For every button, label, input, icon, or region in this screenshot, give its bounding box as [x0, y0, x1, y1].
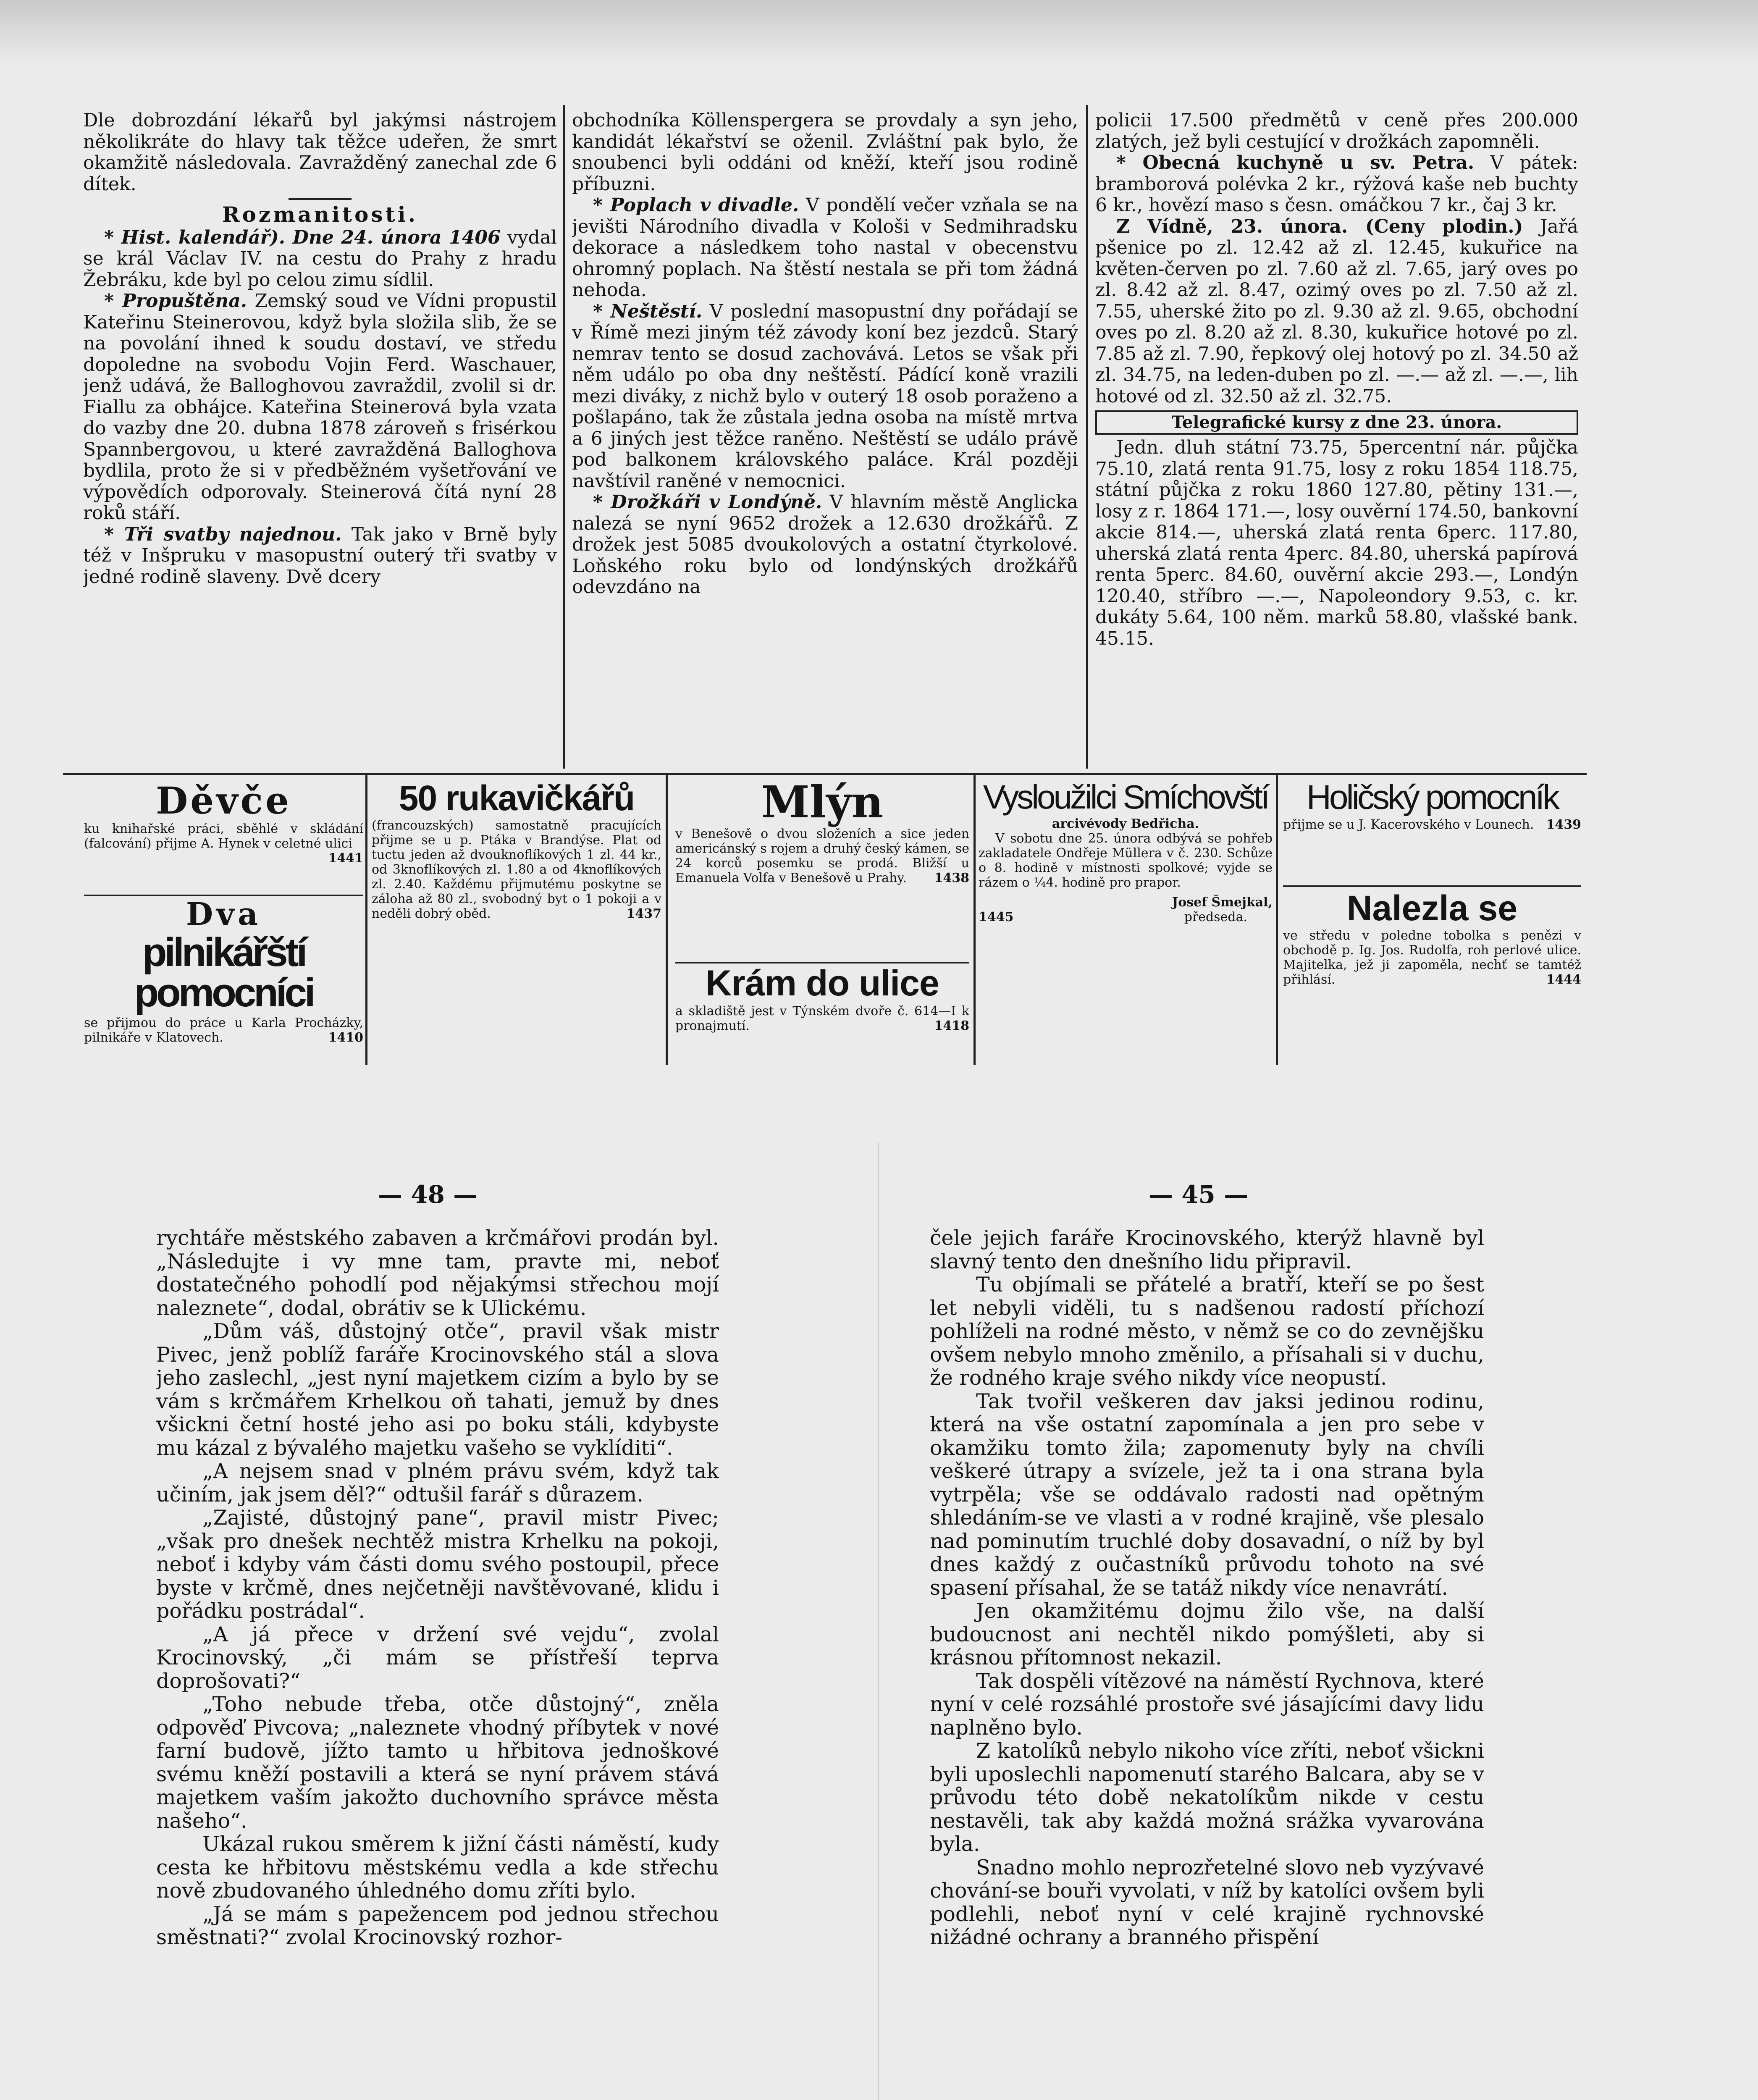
book-paragraph: „Já se mám s papežencem pod jednou střechou směstnati?“ zvolal Krocinovský rozhor-: [156, 1902, 719, 1949]
news-item: [83, 524, 557, 588]
ad-divider: [675, 962, 969, 963]
news-item: [1095, 152, 1578, 216]
book-paragraph: Tak dospěli vítězové na náměstí Rychnova, které nyní v celé rozsáhlé prostoře své jásajícími davy lidu naplněno bylo.: [930, 1669, 1484, 1740]
column-divider: [563, 105, 565, 769]
ad-body: v Benešově o dvou složeních a sice jeden americánský s rojem a druhý český kámen, se 24 korců posemku se prodá. Bližší u Emanuela Volfa v Benešově u Prahy.: [675, 827, 969, 885]
ad-body: přijme se u J. Kacerovského v Lounech.: [1283, 817, 1534, 832]
book-paragraph: Snadno mohlo neprozřetelné slovo neb vyzývavé chování-se bouři vyvolati, v níž by katolíci ovšem byli podlehli, neboť nyní v celé krajině rychnovské nižádné ochrany a branného přispění: [930, 1855, 1484, 1949]
news-item-label: * Tři svatby najednou.: [104, 523, 342, 545]
ad-vyslouzilci: [979, 780, 1273, 1062]
ad-number: 1438: [934, 871, 969, 885]
ad-signer: Josef Šmejkal,: [1172, 895, 1273, 910]
book-paragraph: Tak tvořil veškeren dav jaksi jedinou rodinu, která na vše ostatní zapomínala a jen pro sebe v okamžiku tomto žila; zapomenuty byly na chvíli veškeré útrapy a svízele, jež ta i ona strana byla vytrpěla; vše se oddávalo radosti nad opětným shledáním-se ve vlasti a v rodné krajině, vše plesalo nad pominutím truchlé doby dosavadní, o níž by byl dnes každý z oučastníků průvodu tohoto na své spasení přísahal, že se tatáž nikdy více nenavrátí.: [930, 1389, 1484, 1600]
section-heading: Telegrafické kursy z dne 23. února.: [1095, 410, 1578, 435]
book-paragraph: „Zajisté, důstojný pane“, pravil mistr Pivec; „však pro dnešek nechtěž mistra Krhelku na pokoji, neboť i kdyby vám části domu svého postoupil, přece byste v krčmě, dnes nejčetněji navštěvované, klidu i pořádku postrádal“.: [156, 1506, 719, 1623]
book-gutter: [878, 1142, 879, 2100]
news-item-label: * Hist. kalendář). Dne 24. února 1406: [104, 226, 501, 248]
book-paragraph: Jen okamžitému dojmu žilo vše, na další budoucnost ani nechtěl nikdo pomýšleti, aby si krásnou přítomnost nekazil.: [930, 1599, 1484, 1670]
ad-text: [84, 822, 363, 866]
ad-text: V sobotu dne 25. února odbývá se pohřeb zakladatele Ondřeje Müllera v č. 230. Schůze o 8. hodině v místnosti spolkové; vyjde se rázem o ¼4. hodině pro prapor.: [979, 831, 1273, 890]
ad-dva-pomocnici: [84, 899, 363, 1058]
ads-divider: [666, 775, 668, 1065]
ad-body: a skladiště jest v Týnském dvoře č. 614—I k pronajmutí.: [675, 1004, 969, 1033]
news-column-3: [1095, 110, 1578, 764]
ad-title: Mlýn: [761, 780, 884, 828]
ad-divider: [1283, 885, 1581, 887]
news-item-label: * Poplach v divadle.: [593, 194, 799, 216]
book-paragraph: Z katolíků nebylo nikoho více zříti, neboť všickni byli uposlechli napomenutí starého Balcara, aby se v průvodu této době nekatolíkům nikde v cestu nestavěli, tak aby každá možná srážka vyvarována byla.: [930, 1739, 1484, 1856]
ad-text: [675, 1004, 969, 1033]
book-paragraph: rychtáře městského zabaven a krčmářovi prodán byl. „Následujte i vy mne tam, pravte mi, neboť dostatečného pohodlí pod nějakýmsi střechou mojí naleznete“, dodal, obrátiv se k Ulickému.: [156, 1226, 719, 1320]
ads-divider: [365, 775, 367, 1065]
book-paragraph: čele jejich faráře Krocinovského, kterýž hlavně byl slavný tento den dnešního lidu připravil.: [930, 1226, 1484, 1273]
news-column-1: [83, 110, 557, 764]
book-page-left: [156, 1226, 719, 2100]
ad-body: se přijmou do práce u Karla Procházky, pilnikáře v Klatovech.: [84, 1016, 363, 1045]
ads-divider: [1276, 775, 1278, 1065]
ads-divider: [973, 775, 976, 1065]
section-heading: Rozmanitosti.: [222, 202, 418, 227]
ad-number: 1439: [1546, 817, 1581, 832]
news-item: [572, 195, 1078, 301]
ad-number: 1441: [328, 851, 363, 866]
book-paragraph: Ukázal rukou směrem k jižní části náměstí, kudy cesta ke hřbitovu městskému vedla a kde střechu nově zbudovaného úhledného domu zříti bylo.: [156, 1832, 719, 1903]
news-paragraph: Jedn. dluh státní 73.75, 5percentní nár. půjčka 75.10, zlatá renta 91.75, losy z roku 1854 118.75, státní půjčka z roku 1860 127.80, pětiny 131.—, losy z r. 1864 171.—, losy ouvěrní 174.50, bankovní akcie 814.—, uherská zlatá renta 6perc. 117.80, uherská zlatá renta 4perc. 84.80, uherská papírová renta 5perc. 84.60, ouvěrní akcie 293.—, Londýn 120.40, stříbro —.—, Napoleondory 9.53, c. kr. dukáty 5.64, 100 něm. marků 58.80, vlašské bank. 45.15.: [1095, 437, 1578, 649]
news-item-text: V pondělí večer vzňala se na jevišti Národního divadla v Kološi v Sedmihradsku dekorace a následkem toho nastal v obecenstvu ohromný poplach. Na štěstí nestala se při tom žádná nehoda.: [572, 194, 1078, 301]
news-paragraph: policii 17.500 předmětů v ceně přes 200.000 zlatých, jež byli cestující v drožkách zapomněli.: [1095, 110, 1578, 152]
news-item-text: Zemský soud ve Vídni propustil Kateřinu Steinerovou, když byla složila slib, že se na povolání ihned k soudu dostaví, ve středu dopoledne na svobodu Vojin Ferd. Waschauer, jenž udává, že Balloghovou zavraždil, zvolil si dr. Fiallu za obhájce. Kateřina Steinerová byla vzata do vazby dne 20. dubna 1878 zároveň s frisérkou Spannbergovou, u které zavražděná Balloghova bydlila, proto že si v předběžném vyšetřování ve výpovědích odporovaly. Steinerová čítá nyní 28 roků stáří.: [83, 290, 557, 524]
ad-kram: [675, 965, 969, 1062]
news-item: [83, 227, 557, 291]
ad-devce: [84, 782, 363, 898]
book-paragraph: Tu objímali se přátelé a bratří, kteří se po šest let nebyli viděli, tu s nadšenou radostí příchozí pohlíželi na rodné město, v němž se co do zevnějšku ovšem nebylo mnoho změnilo, a přísahali si v duchu, že rodného kraje svého nikdy více neopustí.: [930, 1273, 1484, 1390]
ad-body: (francouzských) samostatně pracujících přijme se u p. Ptáka v Brandýse. Plat od tuctu jeden až dvouknoflíkových 1 zl. 44 kr., od 3knoflíkových zl. 1.80 a od 4knoflíkových zl. 2.40. Každému přijmutému poskytne se záloha až 80 zl., svobodný byt o 1 pokoji a v neděli dobrý oběd.: [372, 818, 661, 921]
ad-title: Dva: [186, 899, 262, 932]
ad-text: [675, 827, 969, 885]
ad-title: Holičský pomocník: [1306, 780, 1558, 816]
news-item-label: * Neštěstí.: [593, 300, 703, 322]
book-paragraph: „Dům váš, důstojný otče“, pravil však mistr Pivec, jenž poblíž faráře Krocinovského stál a slova jeho zaslechl, „jest nyní majetkem cizím a bylo by se vám s krčmářem Krhelkou oň tahati, jemuž by dnes všickni četní hosté jeho asi po boku stáli, kdybyste mu kázal z bývalého majetku vašeho se vyklíditi“.: [156, 1319, 719, 1460]
news-paragraph: obchodníka Köllenspergera se provdaly a syn jeho, kandidát lékařství se oženil. Zvláštní pak bylo, že snoubenci byli oddáni od kněží, kteří jsou rodině příbuzni.: [572, 110, 1078, 195]
news-item-label: * Obecná kuchyně u sv. Petra.: [1116, 152, 1475, 173]
news-item-label: * Drožkáři v Londýně.: [593, 491, 822, 513]
ad-nalezla: [1283, 890, 1581, 1063]
ad-signature: [979, 895, 1273, 910]
book-paragraph: „Toho nebude třeba, otče důstojný“, zněla odpověď Pivcova; „naleznete vhodný příbytek v nové farní budově, jížto tamto u hřbitova jednoškové svému kněží postavili a která se nyní právem stává majetkem vaším jakožto duchovního správce města našeho“.: [156, 1692, 719, 1833]
book-paragraph: „A nejsem snad v plném právu svém, když tak učiním, jak jsem děl?“ odtušil farář s důrazem.: [156, 1459, 719, 1507]
news-item-label: Z Vídně, 23. února. (Ceny plodin.): [1116, 215, 1523, 237]
news-column-2: [572, 110, 1078, 764]
ad-text: [1283, 817, 1581, 832]
page-number: — 48 —: [378, 1180, 478, 1209]
ad-text: [84, 1016, 363, 1045]
news-item-text: Jařá pšenice po zl. 12.42 až zl. 12.45, kukuřice na květen-červen po zl. 7.60 až zl. 7.65, jarý oves po zl. 8.42 až zl. 8.47, ozimý oves po zl. 7.50 až zl. 7.55, uherské žito po zl. 9.30 až zl. 9.65, obchodní oves po zl. 8.20 až zl. 8.30, kukuřice hotové po zl. 7.85 až zl. 7.90, řepkový olej hotový po zl. 34.50 až zl. 34.75, na leden-duben po zl. —.— až zl. —.—, lih hotové od zl. 32.50 až zl. 32.75.: [1095, 215, 1578, 407]
ad-divider: [84, 895, 363, 896]
news-paragraph: Dle dobrozdání lékařů byl jakýmsi nástrojem několikráte do hlavy tak těžce udeřen, že smrt okamžitě následovala. Zavražděný zanechal zde 6 dítek.: [83, 110, 557, 195]
ad-number: 1437: [626, 906, 661, 921]
ad-title: Nalezla se: [1346, 890, 1518, 928]
ad-mlyn: [675, 780, 969, 957]
column-divider: [1086, 105, 1088, 769]
book-page-right: [930, 1226, 1484, 2100]
ad-title: 50 rukavičkářů: [399, 780, 635, 818]
news-item-text: V pátek: bramborová polévka 2 kr., rýžová kaše neb buchty 6 kr., hovězí maso s česn. omáčkou 7 kr., čaj 3 kr.: [1095, 152, 1578, 216]
news-item: [572, 301, 1078, 492]
ad-number: 1445: [979, 910, 1014, 924]
ad-number: 1410: [328, 1030, 363, 1045]
ad-holicsky: [1283, 780, 1581, 881]
ad-title: pilnikářští pomocníci: [134, 930, 313, 1015]
ad-body: ku knihařské práci, sběhlé v skládání (falcování) přijme A. Hynek v celetné ulici: [84, 822, 363, 851]
news-item: [1095, 216, 1578, 407]
ad-body: ve středu v poledne tobolka s penězi v obchodě p. Ig. Jos. Rudolfa, roh perlové ulice. Majitelka, jež ji zapoměla, nechť se tamtéž přihlásí.: [1283, 928, 1581, 987]
ad-role: předseda.: [1184, 910, 1247, 924]
book-paragraph: „A já přece v držení své vejdu“, zvolal Krocinovský, „či mám se přístřeší teprva doprošovati?“: [156, 1622, 719, 1693]
ad-title: Krám do ulice: [706, 965, 939, 1003]
ad-title: Vysloužilci Smíchovští: [983, 780, 1268, 816]
page-top-edge: [0, 0, 1758, 63]
news-item-label: * Propuštěna.: [104, 290, 247, 312]
news-item: [83, 291, 557, 524]
news-item-text: Tak jako v Brně byly též v Inšpruku v masopustní outerý tři svatby v jedné rodině slaveny. Dvě dcery: [83, 523, 557, 588]
section-rule: [289, 198, 352, 200]
ad-title: Děvče: [155, 782, 291, 822]
news-item-text: vydal se král Václav IV. na cestu do Prahy z hradu Žebráku, kde byl po celou zimu sídlil.: [83, 226, 557, 291]
ad-number: 1444: [1546, 972, 1581, 987]
ad-subtitle: arcivévody Bedřicha.: [1052, 816, 1199, 831]
page-number: — 45 —: [1149, 1180, 1249, 1209]
news-item-text: V hlavním městě Anglicka nalezá se nyní 9652 drožek a 12.630 drožkářů. Z drožek jest 5085 dvoukolových a ostatní čtyrkolové. Loňského roku bylo od londýnských drožkářů odevzdáno na: [572, 491, 1078, 598]
news-item: [572, 492, 1078, 598]
ad-rukavickaru: [372, 780, 661, 1062]
ad-number: 1418: [934, 1018, 969, 1033]
ad-text: [372, 818, 661, 921]
news-item-text: V poslední masopustní dny pořádají se v Římě mezi jiným též závody koní bez jezdců. Starý nemrav tento se dosud zachovává. Letos se však při něm událo po oba dny neštěstí. Pádící koně vrazili mezi diváky, z nichž bylo v outerý 18 osob poraženo a pošlapáno, tak že zůstala jedna osoba na místě mrtva a 6 jiných jest těžce raněno. Neštěstí se událo právě pod balkonem královského paláce. Král později navštívil raněné v nemocnici.: [572, 300, 1078, 492]
ads-top-rule: [63, 773, 1587, 775]
ad-text: [1283, 928, 1581, 987]
